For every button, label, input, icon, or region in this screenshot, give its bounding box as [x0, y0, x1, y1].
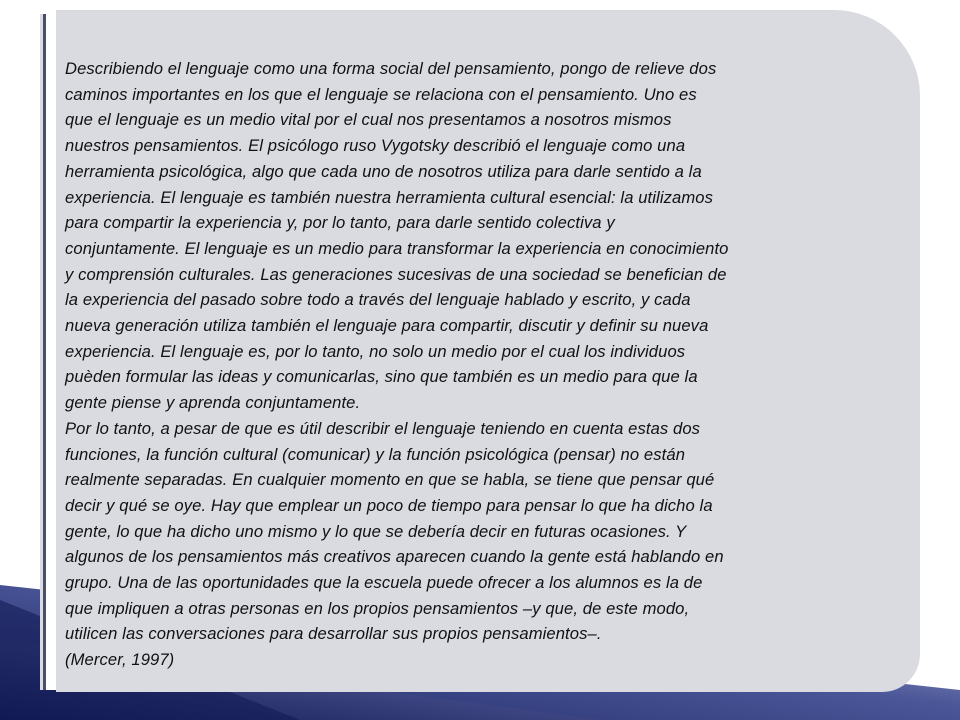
text-line: utilicen las conversaciones para desarrollar sus propios pensamientos–. [65, 624, 602, 644]
paragraph-2 [65, 416, 897, 647]
left-bar-accent [43, 14, 46, 690]
text-line: que impliquen a otras personas en los propios pensamientos –y que, de este modo, [65, 598, 690, 618]
text-line: Describiendo el lenguaje como una forma social del pensamiento, pongo de relieve dos [65, 59, 717, 78]
text-line: nueva generación utiliza también el lenguaje para compartir, discutir y definir su nueva [65, 316, 709, 336]
text-line: experiencia. El lenguaje es, por lo tanto, no solo un medio por el cual los individuos [65, 341, 686, 361]
text-line: algunos de los pensamientos más creativos aparecen cuando la gente está hablando en [65, 547, 724, 567]
text-line: funciones, la función cultural (comunicar) y la función psicológica (pensar) no están [65, 444, 686, 464]
text-line: la experiencia del pasado sobre todo a través del lenguaje hablado y escrito, y cada [65, 290, 691, 310]
text-line: decir y qué se oye. Hay que emplear un poco de tiempo para pensar lo que ha dicho la [65, 495, 713, 515]
citation [65, 647, 897, 673]
text-line: herramienta psicológica, algo que cada uno de nosotros utiliza para darle sentido a la [65, 161, 702, 181]
text-line: puèden formular las ideas y comunicarlas, sino que también es un medio para que la [65, 367, 698, 387]
text-line: experiencia. El lenguaje es también nuestra herramienta cultural esencial: la utilizamos [65, 187, 713, 207]
text-line: realmente separadas. En cualquier momento en que se habla, se tiene que pensar qué [65, 470, 715, 490]
text-line: para compartir la experiencia y, por lo tanto, para darle sentido colectiva y [65, 213, 615, 233]
text-line: caminos importantes en los que el lenguaje se relaciona con el pensamiento. Uno es [65, 84, 697, 104]
text-line: y comprensión culturales. Las generaciones sucesivas de una sociedad se benefician de [65, 264, 727, 284]
text-line: que el lenguaje es un medio vital por el cual nos presentamos a nosotros mismos [65, 110, 672, 130]
text-line: grupo. Una de las oportunidades que la escuela puede ofrecer a los alumnos es la de [65, 573, 703, 593]
citation-text: (Mercer, 1997) [65, 650, 175, 670]
text-line: gente piense y aprenda conjuntamente. [65, 393, 361, 413]
quote-text [65, 56, 897, 673]
text-line: Por lo tanto, a pesar de que es útil describir el lenguaje teniendo en cuenta estas dos [65, 418, 701, 438]
text-line: nuestros pensamientos. El psicólogo ruso Vygotsky describió el lenguaje como una [65, 136, 686, 156]
paragraph-1 [65, 56, 897, 416]
text-line: conjuntamente. El lenguaje es un medio para transformar la experiencia en conocimiento [65, 238, 729, 258]
text-line: gente, lo que ha dicho uno mismo y lo que se debería decir en futuras ocasiones. Y [65, 521, 687, 541]
